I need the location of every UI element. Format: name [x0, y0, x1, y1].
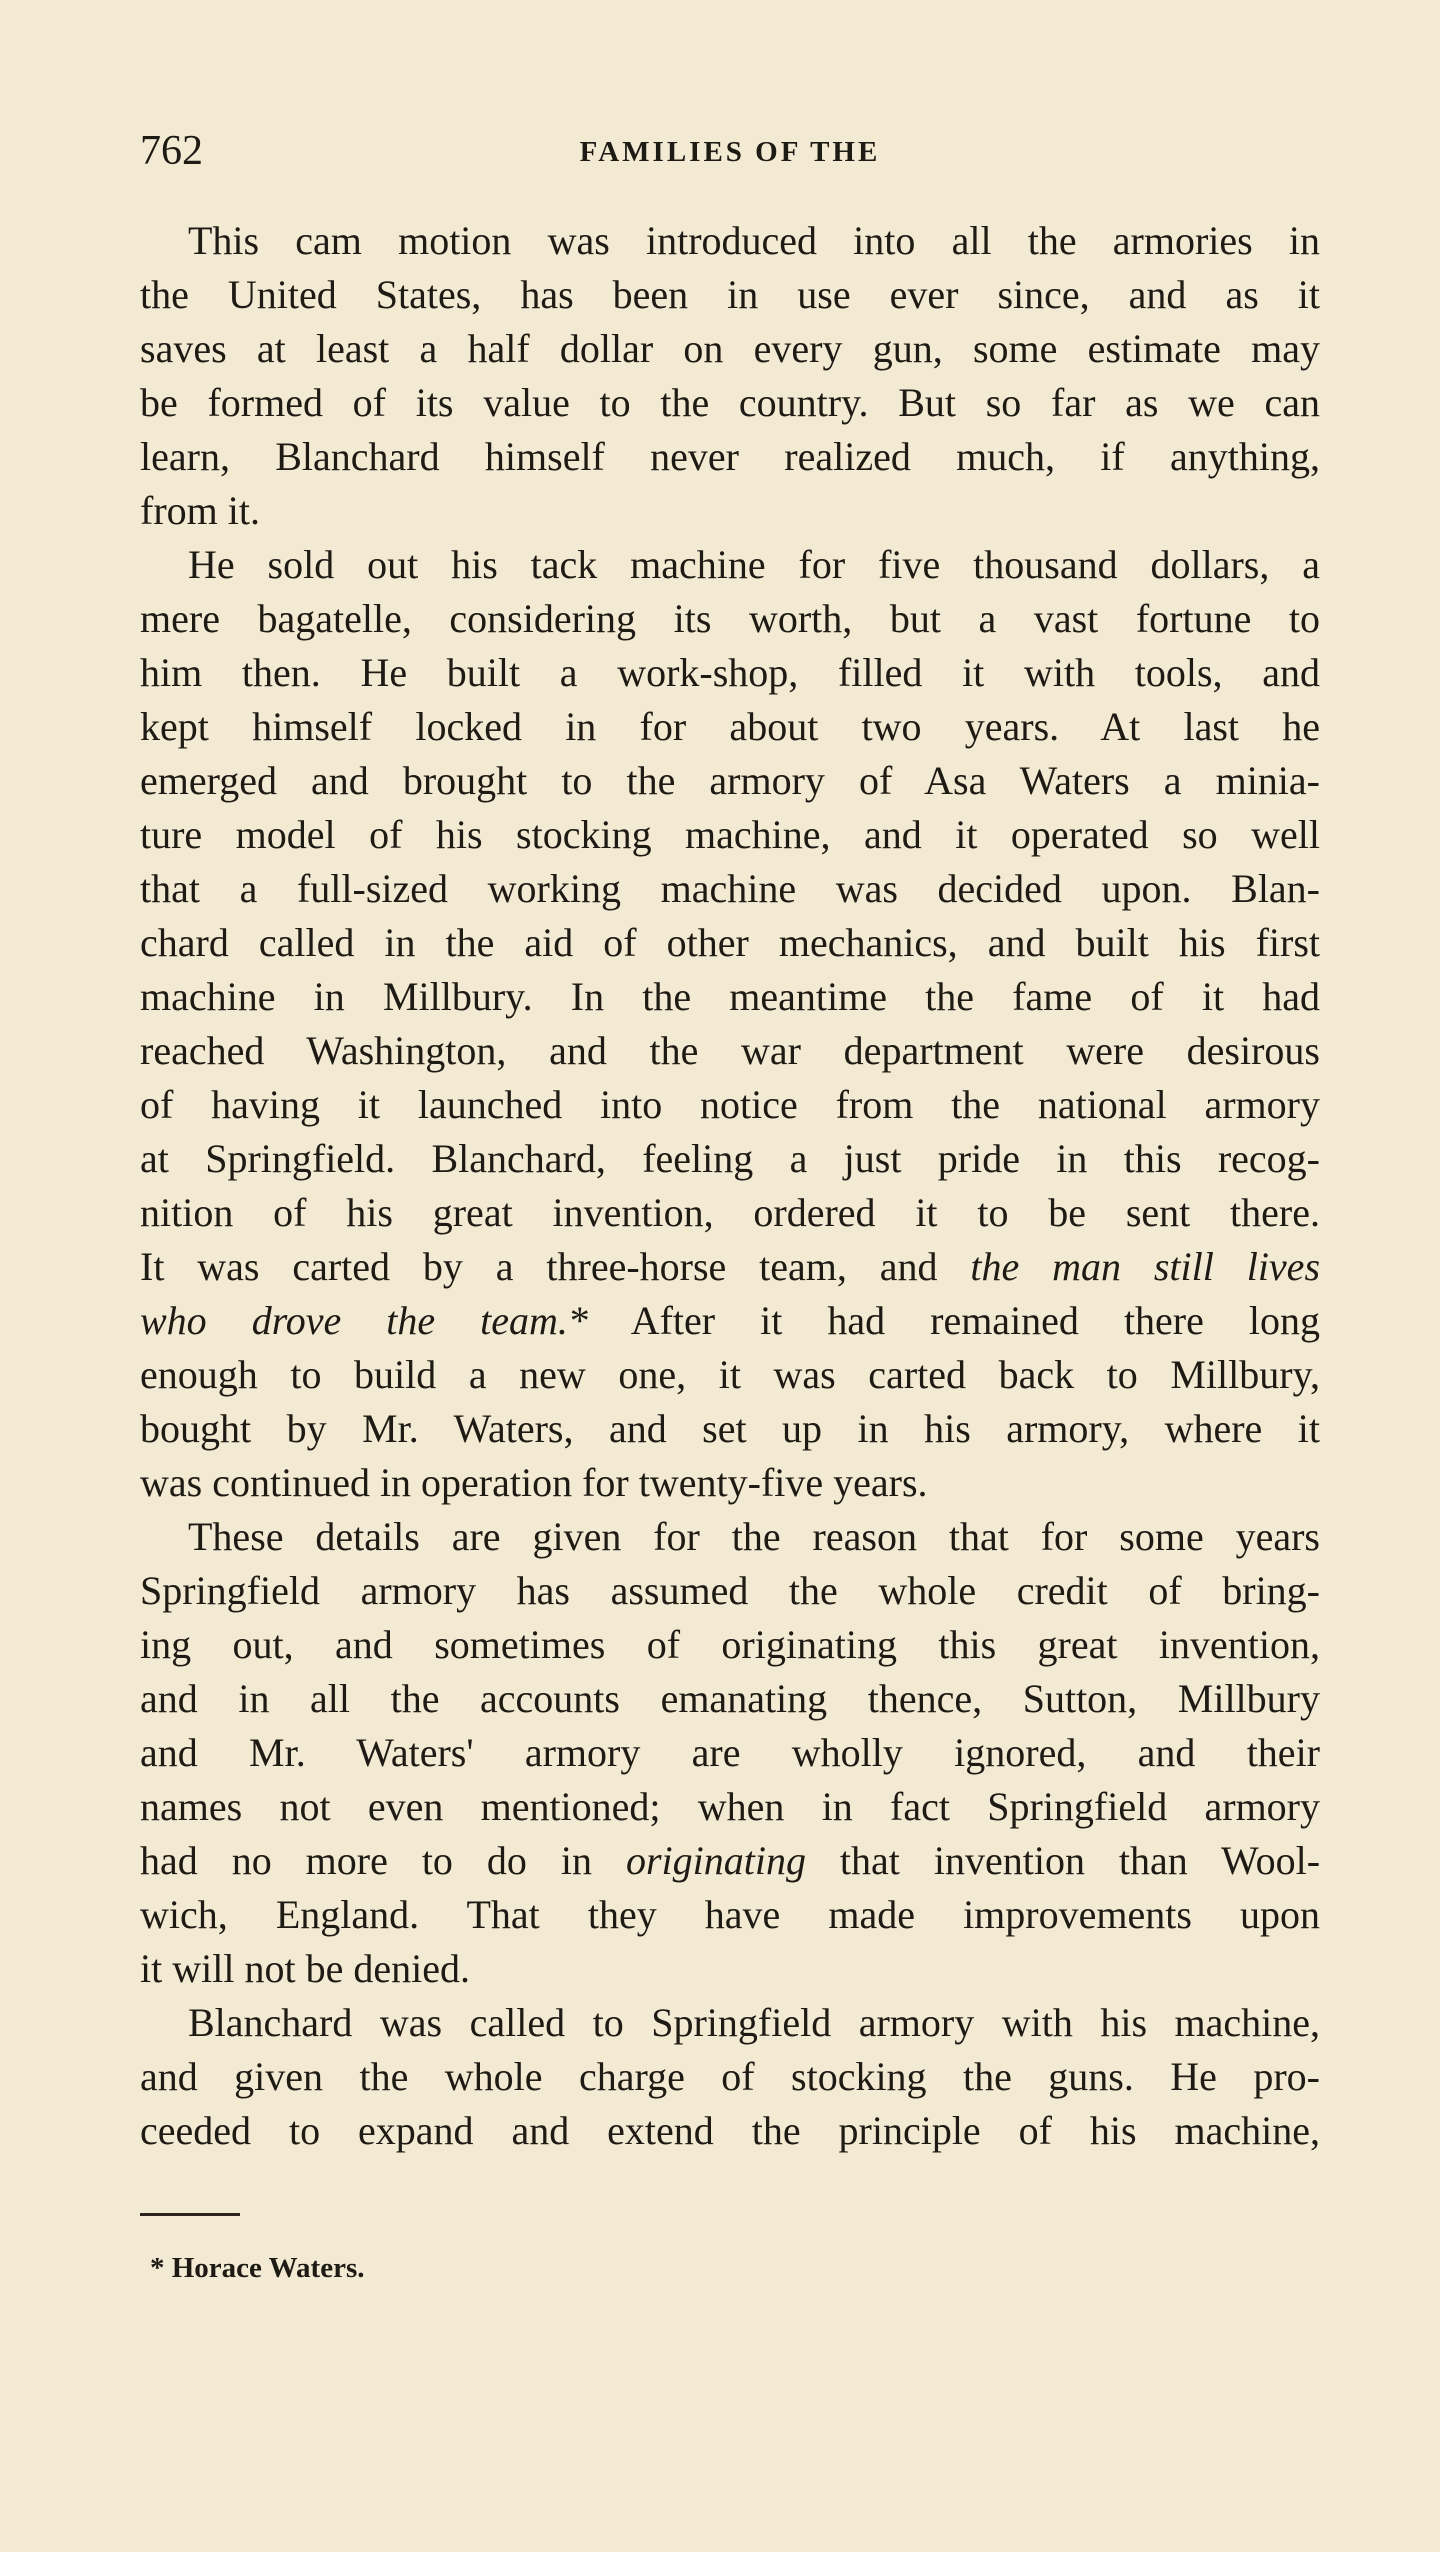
text-line	[140, 1240, 1320, 1294]
text-segment: had no more to do in	[140, 1838, 626, 1883]
text-line: This cam motion was introduced into all the armories in	[188, 218, 1320, 263]
body-text	[140, 214, 1320, 2158]
text-line	[140, 1294, 1320, 1348]
text-line	[140, 1834, 1320, 1888]
text-line: be formed of its value to the country. But so far as we can	[140, 380, 1320, 425]
text-line: enough to build a new one, it was carted back to Millbury,	[140, 1352, 1320, 1397]
page-number: 762	[140, 128, 203, 174]
text-segment: that invention than Wool-	[805, 1838, 1321, 1883]
footnote: * Horace Waters.	[150, 2252, 365, 2284]
text-line: machine in Millbury. In the meantime the fame of it had	[140, 974, 1320, 1019]
text-line: the United States, has been in use ever since, and as it	[140, 272, 1320, 317]
text-line: that a full-sized working machine was decided upon. Blan-	[140, 866, 1320, 911]
text-line: These details are given for the reason that for some years	[188, 1514, 1320, 1559]
text-line: and in all the accounts emanating thence, Sutton, Millbury	[140, 1676, 1320, 1721]
text-line: Springfield armory has assumed the whole credit of bring-	[140, 1568, 1320, 1613]
page-header	[140, 126, 1320, 176]
text-line: bought by Mr. Waters, and set up in his armory, where it	[140, 1406, 1320, 1451]
text-line: names not even mentioned; when in fact Springfield armory	[140, 1784, 1320, 1829]
text-line: was continued in operation for twenty-five years.	[140, 1460, 928, 1505]
text-segment: After it had remained there long	[587, 1298, 1321, 1343]
text-line: at Springfield. Blanchard, feeling a just pride in this recog-	[140, 1136, 1320, 1181]
italic-text: the man still lives	[970, 1244, 1321, 1289]
text-line: mere bagatelle, considering its worth, but a vast fortune to	[140, 596, 1320, 641]
text-line: reached Washington, and the war department were desirous	[140, 1028, 1320, 1073]
text-line: him then. He built a work-shop, filled it with tools, and	[140, 650, 1320, 695]
text-segment: It was carted by a three-horse team, and	[140, 1244, 971, 1289]
text-line: nition of his great invention, ordered it to be sent there.	[140, 1190, 1320, 1235]
text-line: emerged and brought to the armory of Asa Waters a minia-	[140, 758, 1320, 803]
italic-text: originating	[625, 1838, 806, 1883]
text-line: He sold out his tack machine for five thousand dollars, a	[188, 542, 1320, 587]
text-line: kept himself locked in for about two years. At last he	[140, 704, 1320, 749]
italic-text: who drove the team.*	[140, 1298, 588, 1343]
text-line: and given the whole charge of stocking the guns. He pro-	[140, 2054, 1320, 2099]
text-line: learn, Blanchard himself never realized much, if anything,	[140, 434, 1320, 479]
text-line: Blanchard was called to Springfield armory with his machine,	[188, 2000, 1320, 2045]
footnote-divider	[140, 2213, 240, 2216]
running-head: FAMILIES OF THE	[579, 136, 881, 168]
text-line: from it.	[140, 488, 260, 533]
text-line: ture model of his stocking machine, and it operated so well	[140, 812, 1320, 857]
text-line: chard called in the aid of other mechanics, and built his first	[140, 920, 1320, 965]
text-line: and Mr. Waters' armory are wholly ignored, and their	[140, 1730, 1320, 1775]
text-line: saves at least a half dollar on every gun, some estimate may	[140, 326, 1320, 371]
text-line: ing out, and sometimes of originating this great invention,	[140, 1622, 1320, 1667]
text-line: of having it launched into notice from the national armory	[140, 1082, 1320, 1127]
text-line: it will not be denied.	[140, 1946, 470, 1991]
text-line: ceeded to expand and extend the principle of his machine,	[140, 2108, 1320, 2153]
text-line: wich, England. That they have made improvements upon	[140, 1892, 1320, 1937]
